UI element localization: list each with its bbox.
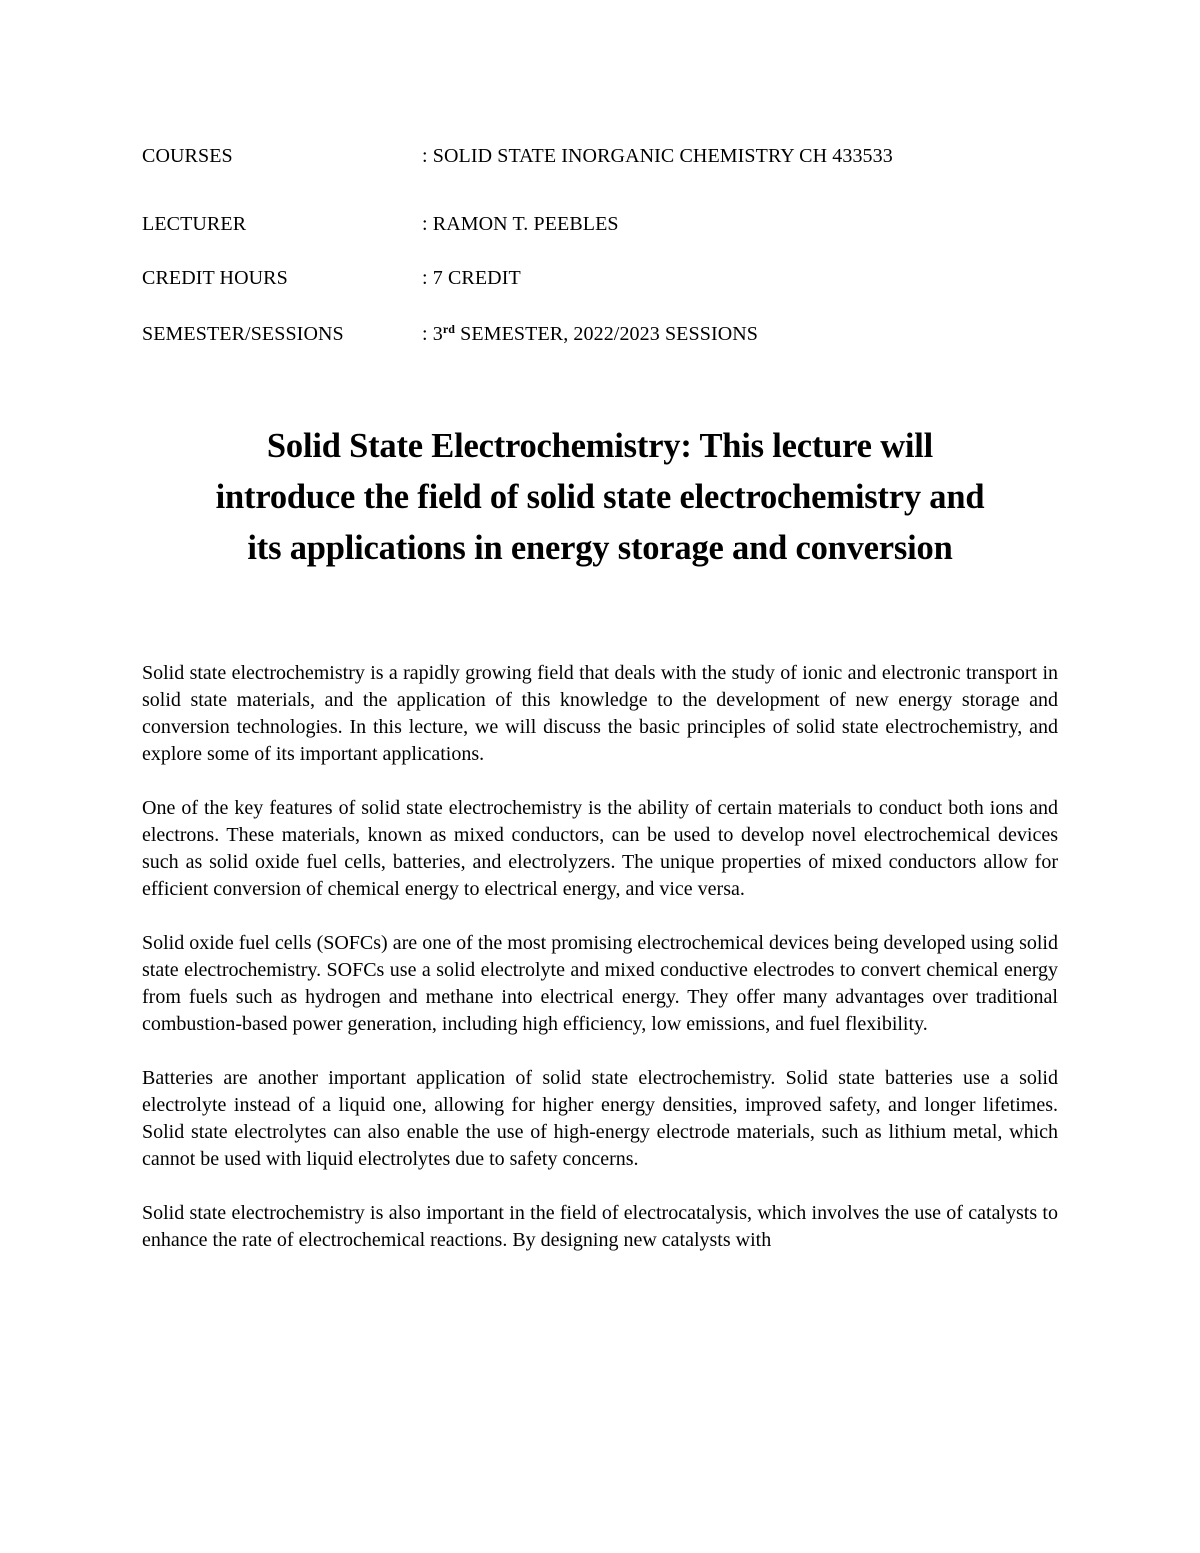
courses-label: COURSES	[142, 145, 233, 167]
semester-ordinal-suffix: rd	[442, 322, 456, 336]
lecture-title	[120, 421, 1080, 574]
lecture-title-line-2: introduce the field of solid state electrochemistry and	[215, 478, 985, 516]
courses-value: : SOLID STATE INORGANIC CHEMISTRY CH 433533	[422, 145, 893, 167]
credit-hours-label: CREDIT HOURS	[142, 267, 288, 289]
credit-hours-row	[142, 266, 521, 290]
paragraph-electrocatalysis: Solid state electrochemistry is also important in the field of electrocatalysis, which involves the use of catalysts to enhance the rate of electrochemical reactions. By designing new catalysts with	[142, 1202, 1058, 1251]
paragraph-sofc: Solid oxide fuel cells (SOFCs) are one of the most promising electrochemical devices being developed using solid state electrochemistry. SOFCs use a solid electrolyte and mixed conductive electrodes to convert chemical energy from fuels such as hydrogen and methane into electrical energy. They offer many advantages over traditional combustion-based power generation, including high efficiency, low emissions, and fuel flexibility.	[142, 932, 1058, 1035]
semester-value-suffix: SEMESTER, 2022/2023 SESSIONS	[455, 323, 759, 345]
semester-value-prefix: : 3	[422, 323, 443, 345]
lecturer-label: LECTURER	[142, 213, 247, 235]
lecture-title-line-1: Solid State Electrochemistry: This lecture will	[266, 427, 934, 465]
paragraph-mixed-conductors: One of the key features of solid state electrochemistry is the ability of certain materials to conduct both ions and electrons. These materials, known as mixed conductors, can be used to develop novel electrochemical devices such as solid oxide fuel cells, batteries, and electrolyzers. The unique properties of mixed conductors allow for efficient conversion of chemical energy to electrical energy, and vice versa.	[142, 797, 1058, 900]
semester-label: SEMESTER/SESSIONS	[142, 323, 344, 345]
semester-row	[142, 322, 758, 346]
lecture-body	[142, 660, 1058, 1281]
paragraph-batteries: Batteries are another important application of solid state electrochemistry. Solid state batteries use a solid electrolyte instead of a liquid one, allowing for higher energy densities, improved safety, and longer lifetimes. Solid state electrolytes can also enable the use of high-energy electrode materials, such as lithium metal, which cannot be used with liquid electrolytes due to safety concerns.	[142, 1067, 1058, 1170]
lecturer-value: : RAMON T. PEEBLES	[422, 213, 619, 235]
semester-value	[422, 323, 758, 345]
credit-hours-value: : 7 CREDIT	[422, 267, 521, 289]
courses-row	[142, 144, 893, 168]
lecturer-row	[142, 212, 619, 236]
lecture-title-line-3: its applications in energy storage and conversion	[247, 529, 953, 567]
paragraph-intro: Solid state electrochemistry is a rapidly growing field that deals with the study of ionic and electronic transport in solid state materials, and the application of this knowledge to the development of new energy storage and conversion technologies. In this lecture, we will discuss the basic principles of solid state electrochemistry, and explore some of its important applications.	[142, 662, 1058, 765]
